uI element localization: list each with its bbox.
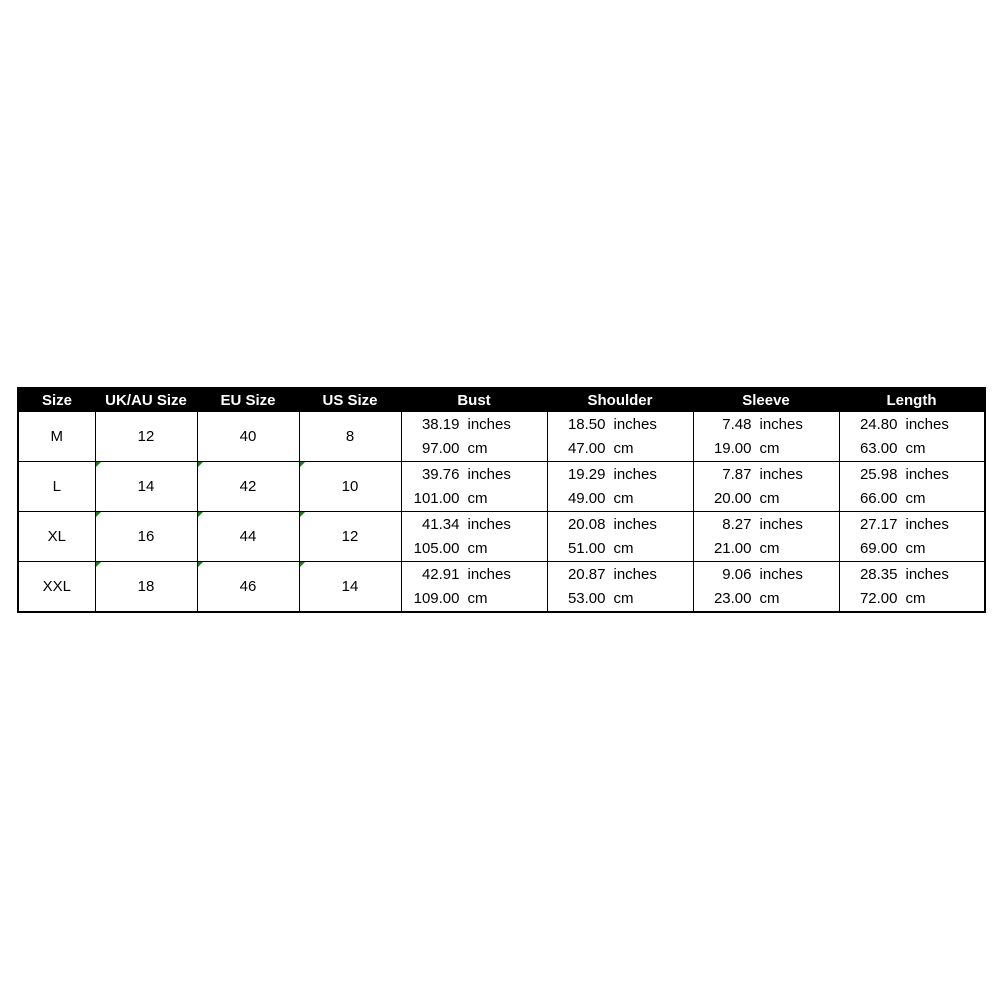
unit-inches: inches bbox=[467, 415, 511, 433]
unit-cm: cm bbox=[759, 590, 780, 608]
unit-cm: cm bbox=[467, 440, 488, 458]
bust-cm-value: 105.00 bbox=[413, 540, 460, 558]
shoulder-cell bbox=[547, 512, 693, 562]
unit-cm: cm bbox=[905, 540, 926, 558]
length-inches-value: 27.17 bbox=[859, 515, 898, 533]
shoulder-cm-value: 49.00 bbox=[567, 490, 606, 508]
header-bust: Bust bbox=[401, 388, 547, 412]
unit-cm: cm bbox=[759, 540, 780, 558]
unit-inches: inches bbox=[759, 515, 803, 533]
unit-inches: inches bbox=[613, 515, 657, 533]
sleeve-cell bbox=[693, 562, 839, 613]
us-size-cell: 12 bbox=[299, 512, 401, 562]
header-size: Size bbox=[18, 388, 95, 412]
header-sleeve: Sleeve bbox=[693, 388, 839, 412]
bust-inches-value: 38.19 bbox=[421, 415, 460, 433]
bust-cell bbox=[401, 512, 547, 562]
size-cell: XXL bbox=[18, 562, 95, 613]
unit-inches: inches bbox=[467, 565, 511, 583]
uk-au-size-cell: 12 bbox=[95, 412, 197, 462]
sleeve-cm-value: 21.00 bbox=[713, 540, 752, 558]
length-inches-value: 25.98 bbox=[859, 465, 898, 483]
sleeve-cell bbox=[693, 412, 839, 462]
length-cm-value: 72.00 bbox=[859, 590, 898, 608]
shoulder-cell bbox=[547, 462, 693, 512]
unit-inches: inches bbox=[759, 565, 803, 583]
length-cell bbox=[839, 412, 985, 462]
size-chart-table bbox=[17, 387, 986, 613]
unit-cm: cm bbox=[467, 540, 488, 558]
size-cell: M bbox=[18, 412, 95, 462]
unit-inches: inches bbox=[613, 465, 657, 483]
table-header bbox=[18, 388, 985, 412]
sleeve-inches-value: 7.48 bbox=[722, 415, 752, 433]
bust-cell bbox=[401, 462, 547, 512]
shoulder-cm-value: 53.00 bbox=[567, 590, 606, 608]
unit-cm: cm bbox=[467, 490, 488, 508]
header-shoulder: Shoulder bbox=[547, 388, 693, 412]
sleeve-inches-value: 9.06 bbox=[722, 565, 752, 583]
unit-inches: inches bbox=[759, 415, 803, 433]
table-row bbox=[18, 562, 985, 613]
shoulder-cm-value: 47.00 bbox=[567, 440, 606, 458]
uk-au-size-cell: 14 bbox=[95, 462, 197, 512]
table-body bbox=[18, 412, 985, 613]
eu-size-cell: 40 bbox=[197, 412, 299, 462]
unit-cm: cm bbox=[905, 440, 926, 458]
table-row bbox=[18, 512, 985, 562]
bust-cell bbox=[401, 412, 547, 462]
sleeve-cell bbox=[693, 462, 839, 512]
unit-cm: cm bbox=[759, 490, 780, 508]
sleeve-cm-value: 19.00 bbox=[713, 440, 752, 458]
shoulder-cell bbox=[547, 562, 693, 613]
shoulder-inches-value: 18.50 bbox=[567, 415, 606, 433]
unit-cm: cm bbox=[613, 440, 634, 458]
size-cell: XL bbox=[18, 512, 95, 562]
shoulder-inches-value: 19.29 bbox=[567, 465, 606, 483]
table-row bbox=[18, 412, 985, 462]
unit-cm: cm bbox=[905, 490, 926, 508]
bust-cm-value: 101.00 bbox=[413, 490, 460, 508]
bust-inches-value: 41.34 bbox=[421, 515, 460, 533]
unit-cm: cm bbox=[613, 490, 634, 508]
eu-size-cell: 46 bbox=[197, 562, 299, 613]
uk-au-size-cell: 16 bbox=[95, 512, 197, 562]
sleeve-cm-value: 20.00 bbox=[713, 490, 752, 508]
bust-cell bbox=[401, 562, 547, 613]
length-cell bbox=[839, 462, 985, 512]
unit-cm: cm bbox=[467, 590, 488, 608]
uk-au-size-cell: 18 bbox=[95, 562, 197, 613]
us-size-cell: 8 bbox=[299, 412, 401, 462]
sleeve-cell bbox=[693, 512, 839, 562]
shoulder-cell bbox=[547, 412, 693, 462]
shoulder-cm-value: 51.00 bbox=[567, 540, 606, 558]
us-size-cell: 14 bbox=[299, 562, 401, 613]
size-cell: L bbox=[18, 462, 95, 512]
unit-inches: inches bbox=[613, 415, 657, 433]
unit-cm: cm bbox=[613, 540, 634, 558]
header-length: Length bbox=[839, 388, 985, 412]
table-row bbox=[18, 462, 985, 512]
header-eu-size: EU Size bbox=[197, 388, 299, 412]
unit-inches: inches bbox=[613, 565, 657, 583]
length-cell bbox=[839, 512, 985, 562]
eu-size-cell: 44 bbox=[197, 512, 299, 562]
length-cell bbox=[839, 562, 985, 613]
bust-inches-value: 39.76 bbox=[421, 465, 460, 483]
eu-size-cell: 42 bbox=[197, 462, 299, 512]
unit-inches: inches bbox=[759, 465, 803, 483]
sleeve-inches-value: 7.87 bbox=[722, 465, 752, 483]
unit-inches: inches bbox=[467, 465, 511, 483]
unit-inches: inches bbox=[467, 515, 511, 533]
header-row bbox=[18, 388, 985, 412]
header-uk-au-size: UK/AU Size bbox=[95, 388, 197, 412]
shoulder-inches-value: 20.08 bbox=[567, 515, 606, 533]
bust-cm-value: 97.00 bbox=[421, 440, 460, 458]
shoulder-inches-value: 20.87 bbox=[567, 565, 606, 583]
unit-inches: inches bbox=[905, 565, 949, 583]
sleeve-inches-value: 8.27 bbox=[722, 515, 752, 533]
bust-cm-value: 109.00 bbox=[413, 590, 460, 608]
unit-inches: inches bbox=[905, 465, 949, 483]
sleeve-cm-value: 23.00 bbox=[713, 590, 752, 608]
length-inches-value: 28.35 bbox=[859, 565, 898, 583]
unit-inches: inches bbox=[905, 415, 949, 433]
unit-inches: inches bbox=[905, 515, 949, 533]
unit-cm: cm bbox=[759, 440, 780, 458]
us-size-cell: 10 bbox=[299, 462, 401, 512]
header-us-size: US Size bbox=[299, 388, 401, 412]
unit-cm: cm bbox=[905, 590, 926, 608]
unit-cm: cm bbox=[613, 590, 634, 608]
length-cm-value: 66.00 bbox=[859, 490, 898, 508]
bust-inches-value: 42.91 bbox=[421, 565, 460, 583]
length-inches-value: 24.80 bbox=[859, 415, 898, 433]
length-cm-value: 63.00 bbox=[859, 440, 898, 458]
length-cm-value: 69.00 bbox=[859, 540, 898, 558]
